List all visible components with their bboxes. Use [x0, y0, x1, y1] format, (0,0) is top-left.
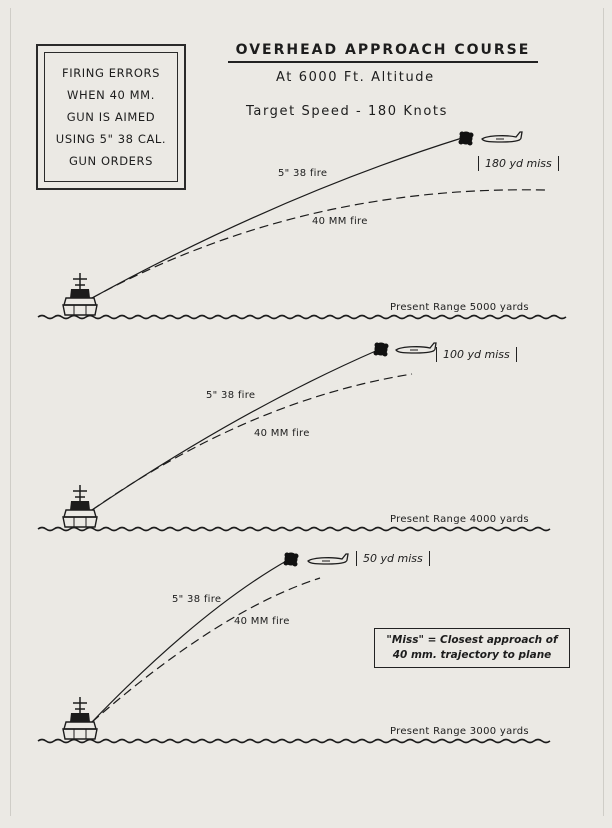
legend-line: USING 5" 38 CAL.: [55, 132, 167, 146]
fire-40mm-label: 40 MM fire: [312, 216, 368, 227]
ship-icon: [63, 697, 97, 739]
altitude-label: At 6000 Ft. Altitude: [276, 70, 435, 85]
fire-40mm-label: 40 MM fire: [234, 616, 290, 627]
miss-label: 100 yd miss: [436, 347, 517, 362]
trajectory-5in: [92, 138, 462, 298]
burst-icon: [374, 343, 389, 357]
fire-5in-label: 5" 38 fire: [206, 390, 256, 401]
miss-definition-note: [374, 628, 570, 668]
fire-5in-label: 5" 38 fire: [172, 594, 222, 605]
plane-icon: [482, 132, 522, 142]
water-line: [38, 316, 566, 319]
present-range-label: Present Range 3000 yards: [390, 726, 529, 737]
fire-40mm-label: 40 MM fire: [254, 428, 310, 439]
trajectory-40mm: [92, 190, 545, 298]
water-line: [38, 740, 550, 743]
legend-line: FIRING ERRORS: [62, 66, 160, 80]
ship-icon: [63, 273, 97, 315]
legend-line: WHEN 40 MM.: [67, 88, 155, 102]
present-range-label: Present Range 5000 yards: [390, 302, 529, 313]
note-line: "Miss" = Closest approach of: [386, 634, 558, 646]
fire-5in-label: 5" 38 fire: [278, 168, 328, 179]
note-line: 40 mm. trajectory to plane: [392, 649, 552, 661]
target-speed-label: Target Speed - 180 Knots: [246, 104, 448, 119]
legend-line: GUN ORDERS: [68, 154, 154, 168]
water-line: [38, 528, 550, 531]
burst-icon: [284, 553, 299, 567]
ship-icon: [63, 485, 97, 527]
trajectory-5in: [92, 350, 378, 510]
present-range-label: Present Range 4000 yards: [390, 514, 529, 525]
miss-label: 180 yd miss: [478, 156, 559, 171]
miss-label: 50 yd miss: [356, 551, 430, 566]
legend-line: GUN IS AIMED: [66, 110, 156, 124]
diagram-title: OVERHEAD APPROACH COURSE: [228, 42, 538, 63]
burst-icon: [459, 132, 474, 146]
plane-icon: [396, 343, 436, 353]
trajectory-5in: [92, 560, 288, 722]
plane-icon: [308, 554, 348, 564]
